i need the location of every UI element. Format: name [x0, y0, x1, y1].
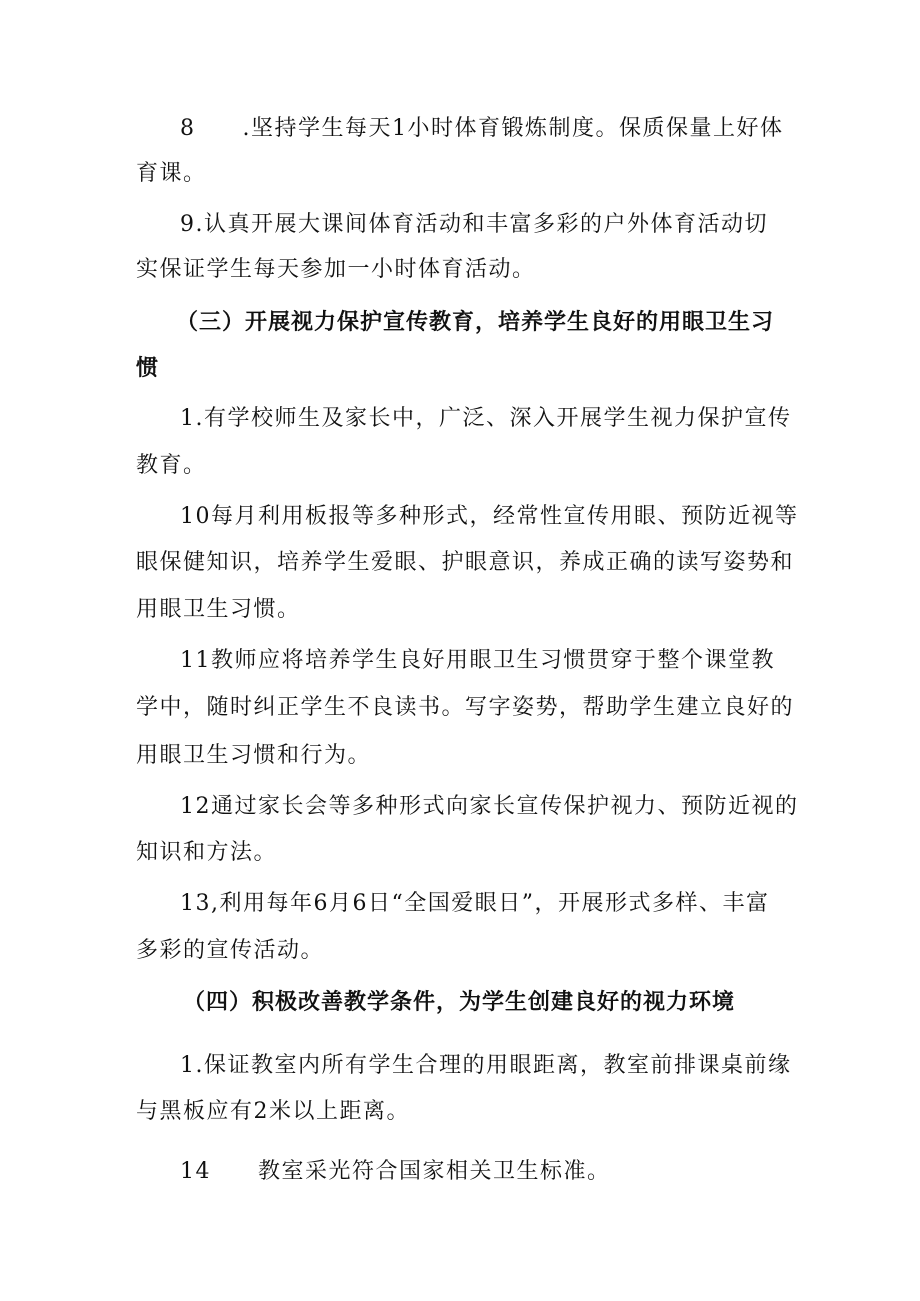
section-4-heading: （四）积极改善教学条件，为学生创建良好的视力环境 [183, 989, 736, 1015]
paragraph-10-line-3: 用眼卫生习惯。 [136, 597, 301, 622]
paragraph-8-line-2: 育课。 [136, 161, 207, 186]
paragraph-12-line-1: 12通过家长会等多种形式向家长宣传保护视力、预防近视的 [180, 794, 799, 819]
paragraph-1b-line-1: 1.保证教室内所有学生合理的用眼距离，教室前排课桌前缘 [180, 1053, 792, 1078]
paragraph-8-line-1: 8 .坚持学生每天1小时体育锻炼制度。保质保量上好体 [180, 116, 784, 141]
paragraph-1-line-2: 教育。 [136, 453, 207, 478]
section-3-heading-line-1: （三）开展视力保护宣传教育，培养学生良好的用眼卫生习 [176, 309, 775, 335]
paragraph-14-line-1: 14 教室采光符合国家相关卫生标准。 [180, 1159, 611, 1184]
section-3-heading-line-2: 惯 [136, 355, 160, 381]
paragraph-9-line-1: 9.认真开展大课间体育活动和丰富多彩的户外体育活动切 [180, 212, 768, 237]
paragraph-1-line-1: 1.有学校师生及家长中，广泛、深入开展学生视力保护宣传 [180, 406, 792, 431]
paragraph-11-line-2: 学中，随时纠正学生不良读书。写字姿势，帮助学生建立良好的 [136, 695, 795, 720]
paragraph-1b-line-2: 与黑板应有2米以上距离。 [136, 1099, 410, 1124]
paragraph-10-line-1: 10每月利用板报等多种形式，经常性宣传用眼、预防近视等 [180, 504, 799, 529]
paragraph-13-line-1: 13,利用每年6月6日“全国爱眼日”，开展形式多样、丰富 [180, 891, 770, 916]
paragraph-13-line-2: 多彩的宣传活动。 [136, 938, 325, 963]
paragraph-9-line-2: 实保证学生每天参加一小时体育活动。 [136, 257, 536, 282]
paragraph-11-line-3: 用眼卫生习惯和行为。 [136, 743, 372, 768]
paragraph-10-line-2: 眼保健知识，培养学生爱眼、护眼意识，养成正确的读写姿势和 [136, 550, 795, 575]
paragraph-11-line-1: 11教师应将培养学生良好用眼卫生习惯贯穿于整个课堂教 [180, 648, 775, 673]
paragraph-12-line-2: 知识和方法。 [136, 840, 278, 865]
